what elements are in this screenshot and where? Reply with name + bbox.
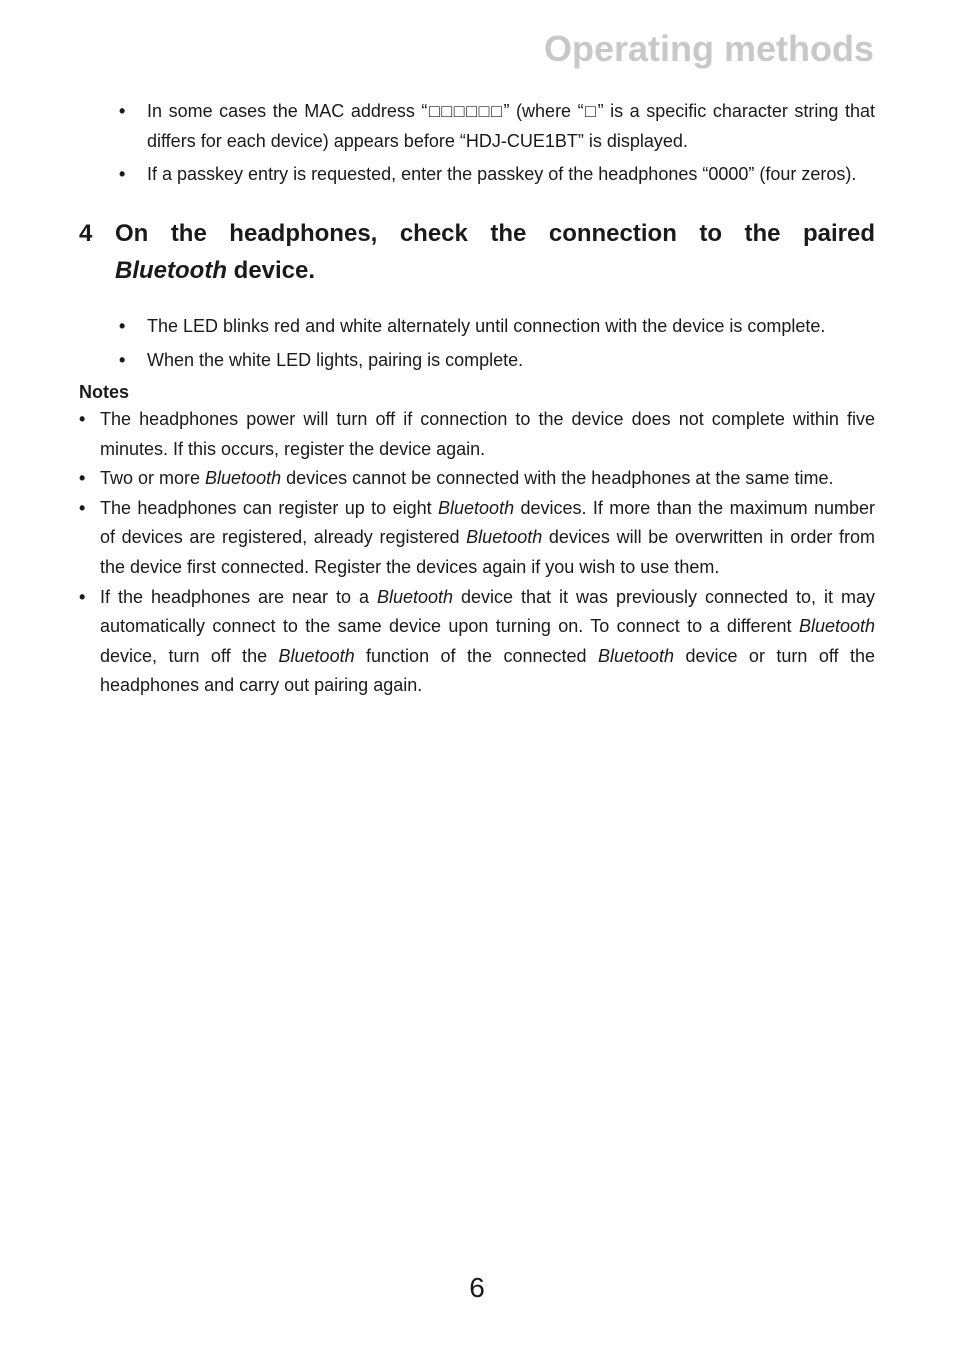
note-text: The headphones can register up to eight bbox=[100, 497, 439, 518]
note-text: The headphones power will turn off if connection to the device does not complete within five minutes. If this occurs, register the device again. bbox=[100, 409, 875, 459]
note-item-register-limit bbox=[100, 494, 875, 583]
note-text: function of the connected bbox=[354, 645, 598, 666]
notes-list bbox=[79, 405, 875, 701]
step-4-details bbox=[79, 311, 875, 375]
page-title: Operating methods bbox=[543, 28, 874, 69]
note-text: If the headphones are near to a bbox=[100, 586, 377, 607]
pairing-info-list bbox=[79, 96, 875, 189]
step-4-bullet-list bbox=[79, 311, 875, 375]
note-text: devices. If more than the maximum number of devices are registered, already registered bbox=[100, 497, 876, 548]
note-text: device, turn off the bbox=[100, 645, 279, 666]
note-text-bluetooth: Bluetooth bbox=[438, 497, 515, 518]
note-item-power-off bbox=[100, 405, 875, 464]
note-text-bluetooth: Bluetooth bbox=[278, 645, 355, 666]
note-text: device or turn off the headphones and carry out pairing again. bbox=[100, 645, 875, 696]
page-number: 6 bbox=[469, 1272, 485, 1303]
step-heading-bluetooth: Bluetooth bbox=[115, 257, 227, 284]
list-item-led-blinks: • The LED blinks red and white alternately until connection with the device is complete. bbox=[147, 311, 875, 341]
note-text: device that it was previously connected to, it may automatically connect to the same device upon turning on. To connect to a different bbox=[100, 586, 875, 637]
step-heading bbox=[115, 215, 875, 289]
note-text-bluetooth: Bluetooth bbox=[466, 527, 543, 548]
list-item-led-lights: • When the white LED lights, pairing is complete. bbox=[147, 345, 875, 375]
page-content bbox=[79, 96, 875, 701]
note-text: Two or more bbox=[100, 468, 206, 489]
note-text-bluetooth: Bluetooth bbox=[597, 645, 675, 666]
step-heading-rest: device. bbox=[226, 257, 316, 284]
list-item-passkey: • If a passkey entry is requested, enter the passkey of the headphones “0000” (four zeros). bbox=[147, 159, 875, 189]
note-item-auto-connect bbox=[100, 583, 875, 701]
note-text: devices cannot be connected with the headphones at the same time. bbox=[281, 468, 834, 489]
note-text-bluetooth: Bluetooth bbox=[205, 468, 282, 489]
note-text-bluetooth: Bluetooth bbox=[377, 586, 454, 607]
note-text: devices will be overwritten in order from the device first connected. Register the devices again if you wish to use them. bbox=[100, 527, 875, 577]
step-heading-line1: On the headphones, check the connection to the paired bbox=[115, 220, 875, 247]
note-item-multiple-devices bbox=[100, 464, 875, 494]
notes-title: Notes bbox=[79, 382, 130, 402]
step-4 bbox=[79, 215, 875, 289]
note-text-bluetooth: Bluetooth bbox=[798, 616, 875, 637]
list-item-mac-address: • In some cases the MAC address “□□□□□□” (where “□” is a specific character string that differs for each device) appears before “HDJ-CUE1BT” is displayed. bbox=[147, 96, 875, 156]
step-number: 4 bbox=[79, 220, 93, 247]
